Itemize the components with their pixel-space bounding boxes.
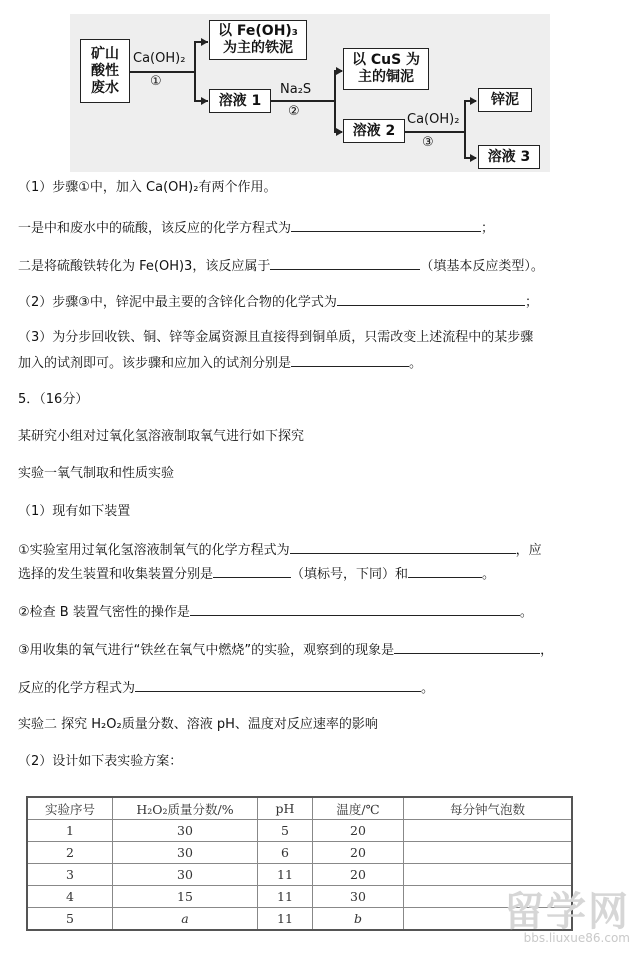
answer-blank[interactable] [213, 564, 291, 578]
text-segment: ③用收集的氧气进行“铁丝在氧气中燃烧”的实验，观察到的现象是 [18, 643, 395, 658]
table-row [27, 864, 572, 886]
table-cell: 5 [27, 908, 113, 931]
text-segment: ，应 [515, 543, 542, 558]
section-heading: 实验二 探究 H₂O₂质量分数、溶液 pH、温度对反应速率的影响 [18, 717, 378, 732]
table-cell: 11 [258, 908, 313, 931]
table-cell: 20 [313, 842, 404, 864]
question-line: （3）为分步回收铁、铜、锌等金属资源且直接得到铜单质，只需改变上述流程中的某步骤 [18, 330, 534, 345]
arrow-icon [201, 97, 208, 105]
solution1-box: 溶液 1 [209, 89, 271, 113]
table-cell: 1 [27, 820, 113, 842]
experiment-table [26, 796, 573, 931]
table-cell [404, 842, 573, 864]
question-line [18, 218, 494, 237]
table-cell: 11 [258, 864, 313, 886]
question-line: （1）步骤①中，加入 Ca(OH)₂有两个作用。 [18, 180, 277, 195]
table-cell [404, 820, 573, 842]
connector [194, 41, 196, 101]
table-row [27, 886, 572, 908]
table-cell: b [313, 908, 404, 931]
table-cell: 2 [27, 842, 113, 864]
arrow-icon [470, 154, 477, 162]
step-label: ② [288, 104, 300, 119]
text-segment: （2）步骤③中，锌泥中最主要的含锌化合物的化学式为 [18, 295, 337, 310]
table-cell: 4 [27, 886, 113, 908]
text-segment: （填标号，下同）和 [291, 567, 409, 582]
table-header-cell: 实验序号 [27, 797, 113, 820]
question-line: 某研究小组对过氧化氢溶液制取氧气进行如下探究 [18, 429, 305, 444]
question-line [18, 540, 542, 559]
answer-blank[interactable] [190, 602, 520, 616]
table-header-cell: 温度/℃ [313, 797, 404, 820]
reagent-label: Na₂S [280, 82, 312, 97]
table-cell: a [113, 908, 258, 931]
table-cell: 15 [113, 886, 258, 908]
text-segment: 加入的试剂即可。该步骤和应加入的试剂分别是 [18, 356, 292, 371]
text-segment: ； [481, 221, 495, 236]
text-segment: 选择的发生装置和收集装置分别是 [18, 567, 214, 582]
connector [271, 100, 335, 102]
answer-blank[interactable] [337, 292, 525, 306]
answer-blank[interactable] [291, 218, 481, 232]
answer-blank[interactable] [290, 540, 516, 554]
question-line [18, 353, 422, 372]
step-label: ① [150, 74, 162, 89]
text-segment: ； [524, 295, 538, 310]
text-segment: 一是中和废水中的硫酸，该反应的化学方程式为 [18, 221, 292, 236]
question-line: （1）现有如下装置 [18, 504, 131, 519]
text-segment: （填基本反应类型）。 [420, 259, 544, 274]
table-cell: 30 [113, 842, 258, 864]
text-segment: ①实验室用过氧化氢溶液制氧气的化学方程式为 [18, 543, 290, 558]
watermark-url: bbs.liuxue86.com [523, 931, 630, 945]
step-label: ③ [422, 135, 434, 150]
question-line [18, 292, 538, 311]
question-line: （2）设计如下表实验方案： [18, 754, 183, 769]
watermark-logo: 留学网 [504, 889, 630, 935]
question-line [18, 564, 495, 583]
watermark [504, 880, 630, 945]
wastewater-box: 矿山 酸性 废水 [80, 39, 130, 103]
arrow-icon [336, 67, 343, 75]
question-line [18, 640, 553, 659]
answer-blank[interactable] [394, 640, 540, 654]
table-cell: 30 [113, 820, 258, 842]
table-cell: 6 [258, 842, 313, 864]
text-segment: ②检查 B 装置气密性的操作是 [18, 605, 190, 620]
connector [405, 131, 465, 133]
iron-sludge-box: 以 Fe(OH)₃ 为主的铁泥 [209, 20, 307, 60]
table-header-cell: H₂O₂质量分数/% [113, 797, 258, 820]
text-segment: 反应的化学方程式为 [18, 681, 136, 696]
answer-blank[interactable] [291, 353, 409, 367]
reagent-label: Ca(OH)₂ [407, 112, 460, 127]
text-segment: ， [540, 643, 554, 658]
answer-blank[interactable] [135, 678, 421, 692]
table-cell: 30 [113, 864, 258, 886]
arrow-icon [336, 128, 343, 136]
reagent-label: Ca(OH)₂ [133, 51, 186, 66]
answer-blank[interactable] [270, 256, 420, 270]
table-row [27, 908, 572, 931]
text-segment: 。 [482, 567, 496, 582]
answer-blank[interactable] [408, 564, 482, 578]
text-segment: 。 [519, 605, 533, 620]
table-header-cell: pH [258, 797, 313, 820]
connector [334, 70, 336, 132]
flow-diagram [70, 14, 550, 172]
arrow-icon [201, 38, 208, 46]
arrow-icon [470, 97, 477, 105]
table-header-cell: 每分钟气泡数 [404, 797, 573, 820]
table-cell: 11 [258, 886, 313, 908]
question-line [18, 256, 544, 275]
table-row [27, 820, 572, 842]
table-header-row [27, 797, 572, 820]
text-segment: 。 [409, 356, 423, 371]
zinc-sludge-box: 锌泥 [478, 88, 532, 112]
question-number: 5．（16分） [18, 392, 89, 407]
table-cell: 5 [258, 820, 313, 842]
solution3-box: 溶液 3 [478, 145, 540, 169]
connector [464, 100, 466, 158]
table-cell: 3 [27, 864, 113, 886]
table-row [27, 842, 572, 864]
copper-sludge-box: 以 CuS 为 主的铜泥 [343, 48, 429, 90]
text-segment: 二是将硫酸铁转化为 Fe(OH)3，该反应属于 [18, 259, 271, 274]
question-line [18, 602, 533, 621]
connector [130, 71, 194, 73]
section-heading: 实验一氧气制取和性质实验 [18, 466, 175, 481]
table-cell: 20 [313, 820, 404, 842]
solution2-box: 溶液 2 [343, 119, 405, 143]
table-cell: 20 [313, 864, 404, 886]
table-cell: 30 [313, 886, 404, 908]
text-segment: 。 [421, 681, 435, 696]
question-line [18, 678, 434, 697]
